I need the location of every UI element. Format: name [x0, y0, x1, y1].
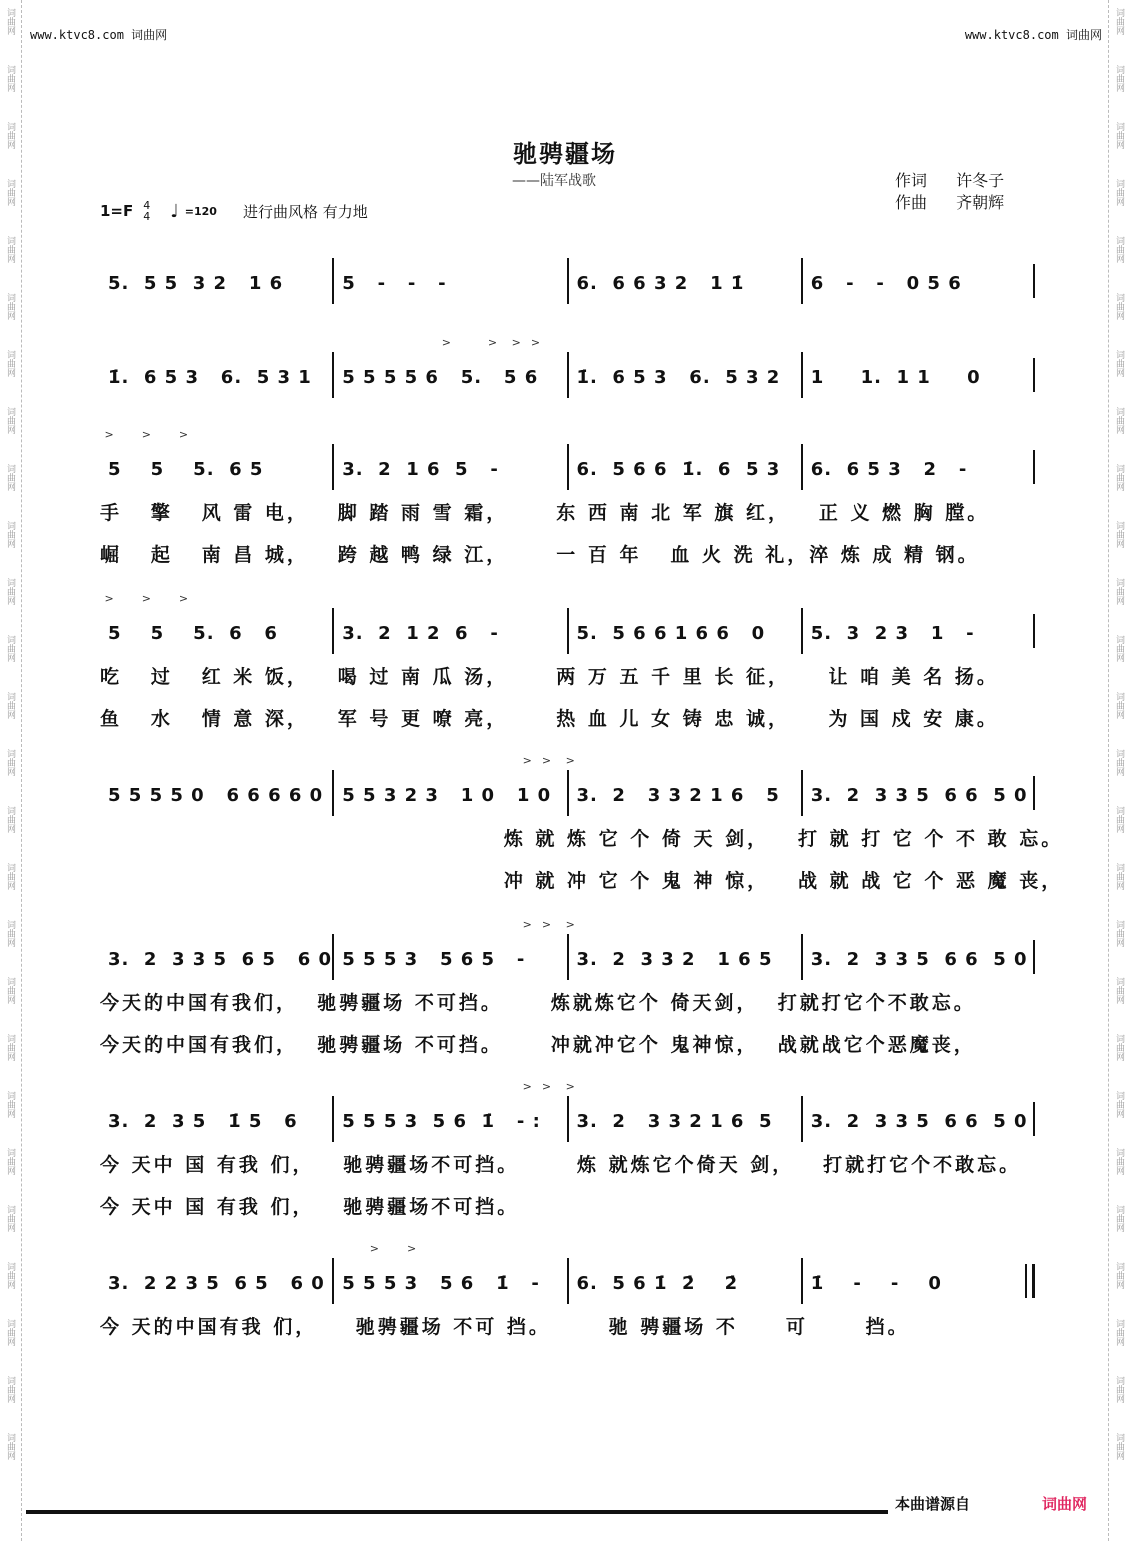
watermark-column: [1114, 0, 1126, 1460]
lyric-line: 炼 就 炼 它 个 倚 天 剑， 打 就 打 它 个 不 敢 忘。: [100, 827, 1064, 850]
watermark-group: 词曲网: [1114, 1376, 1124, 1403]
watermark-group: 词曲网: [1114, 464, 1124, 491]
watermark-group: 词曲网: [1114, 1433, 1124, 1460]
style-marking: 进行曲风格 有力地: [242, 202, 368, 221]
watermark-group: 词曲网: [5, 1034, 15, 1061]
watermark-group: 词曲网: [1114, 407, 1124, 434]
site-url[interactable]: www.ktvc8.com: [964, 28, 1059, 42]
credits: [895, 170, 1004, 214]
measure: 5. 5 5 3 2 1 6: [108, 273, 284, 294]
accent-marks: > > >: [100, 592, 190, 605]
watermark-group: 词曲网: [1114, 122, 1124, 149]
watermark-group: 词曲网: [1114, 521, 1124, 548]
watermark-group: 词曲网: [1114, 1148, 1124, 1175]
lyric-line: 今 天中 国 有我 们， 驰骋疆场不可挡。: [100, 1195, 520, 1218]
watermark-group: 词曲网: [1114, 977, 1124, 1004]
measure: 3. 2 3 3 5 6 6 5 0: [801, 770, 1035, 816]
watermark-group: 词曲网: [1114, 350, 1124, 377]
song-title: 驰骋疆场: [513, 140, 617, 168]
lyric-line: 今天的中国有我们， 驰骋疆场 不可挡。 炼就炼它个 倚天剑， 打就打它个不敢忘。: [100, 991, 976, 1014]
watermark-group: 词曲网: [1114, 920, 1124, 947]
lyric-line: 今 天中 国 有我 们， 驰骋疆场不可挡。 炼 就炼它个倚天 剑， 打就打它个不敢忘。: [100, 1153, 1022, 1176]
measure: 3. 2 3 3 5 6 5 6 0: [108, 949, 333, 970]
measure: 5 - - -: [332, 258, 566, 304]
watermark-group: 词曲网: [5, 806, 15, 833]
lyric-line: 崛 起 南 昌 城， 跨 越 鸭 绿 江， 一 百 年 血 火 洗 礼，淬 炼 成 精 钢。: [100, 543, 980, 566]
site-name: 词曲网: [131, 28, 168, 42]
measure: 1̇ - - 0: [801, 1258, 1035, 1304]
measure: 3. 2 3 3 5 6 6 5 0: [801, 1096, 1035, 1142]
watermark-group: 词曲网: [1114, 293, 1124, 320]
measure: 6. 6 5 3 2 -: [801, 444, 1035, 490]
score-system: [100, 754, 1064, 900]
score-system: [100, 1242, 1035, 1346]
watermark-group: 词曲网: [5, 350, 15, 377]
lyric-line: 鱼 水 情 意 深， 军 号 更 嘹 亮， 热 血 儿 女 铸 忠 诚， 为 国 戍 安 康。: [100, 707, 999, 730]
watermark-group: 词曲网: [5, 236, 15, 263]
right-watermark-strip: [1108, 0, 1130, 1541]
footer-divider: [26, 1510, 888, 1514]
score-system: [100, 918, 1035, 1064]
footer-source-label: 本曲谱源自: [895, 1495, 971, 1513]
watermark-group: 词曲网: [5, 407, 15, 434]
measure: 5 5 5. 6 5: [108, 459, 264, 480]
measure: 1̇. 6 5 3 6. 5 3 1: [108, 367, 312, 388]
time-bottom: 4: [143, 210, 151, 223]
quarter-note-icon: ♩: [170, 200, 179, 222]
score-system: [100, 336, 1035, 398]
measure: 5 5 5 3 5 6 1̇ - :: [332, 1096, 566, 1142]
watermark-group: 词曲网: [5, 863, 15, 890]
watermark-group: 词曲网: [1114, 8, 1124, 35]
watermark-group: 词曲网: [5, 293, 15, 320]
measure: 1 1. 1 1 0: [801, 352, 1035, 398]
watermark-group: 词曲网: [5, 578, 15, 605]
measure-row: [100, 352, 1035, 398]
watermark-group: 词曲网: [5, 65, 15, 92]
measure: 3. 2 3 3 2 1 6 5: [567, 934, 801, 980]
measure: 6 - - 0 5 6: [801, 258, 1035, 304]
watermark-group: 词曲网: [1114, 65, 1124, 92]
measure: 3. 2 3 3 2 1 6 5: [567, 1096, 801, 1142]
watermark-group: 词曲网: [1114, 578, 1124, 605]
site-name: 词曲网: [1065, 28, 1102, 42]
accent-marks: > > >: [100, 918, 576, 931]
watermark-group: 词曲网: [5, 749, 15, 776]
accent-marks: > > > >: [100, 336, 542, 349]
header-url-right[interactable]: [965, 26, 1102, 43]
watermark-group: 词曲网: [5, 1433, 15, 1460]
watermark-group: 词曲网: [1114, 749, 1124, 776]
watermark-group: 词曲网: [1114, 806, 1124, 833]
score-system: [100, 258, 1035, 304]
accent-marks: > > >: [100, 754, 576, 767]
watermark-group: 词曲网: [5, 635, 15, 662]
watermark-group: 词曲网: [5, 1319, 15, 1346]
footer-brand-link[interactable]: 词曲网: [1042, 1495, 1088, 1513]
watermark-group: 词曲网: [5, 521, 15, 548]
score-system: [100, 1080, 1035, 1226]
measure: 5. 5 6 6 1 6 6 0: [567, 608, 801, 654]
score-meta: [100, 200, 368, 222]
measure: 6. 5 6 1̇ 2̇ 2̇: [567, 1258, 801, 1304]
lyricist-role: 作词: [895, 171, 928, 190]
watermark-group: 词曲网: [5, 122, 15, 149]
measure: 3. 2 3 3 5 6 6 5 0: [801, 934, 1035, 980]
watermark-group: 词曲网: [5, 1205, 15, 1232]
measure: 5. 3 2 3 1 -: [801, 608, 1035, 654]
score-system: [100, 428, 1035, 574]
score-system: [100, 592, 1035, 738]
watermark-group: 词曲网: [5, 1376, 15, 1403]
lyric-line: 吃 过 红 米 饭， 喝 过 南 瓜 汤， 两 万 五 千 里 长 征， 让 咱 美 名 扬。: [100, 665, 999, 688]
measure: 5 5 5 5 0 6 6 6 6 0: [108, 785, 324, 806]
measure: 5 5 5 5 6 5. 5 6: [332, 352, 566, 398]
composer-row: [895, 192, 1004, 214]
measure: 3. 2 1 6 5 -: [332, 444, 566, 490]
song-subtitle: ——陆军战歌: [512, 173, 596, 189]
time-top: 4: [143, 199, 151, 212]
watermark-group: 词曲网: [1114, 1319, 1124, 1346]
watermark-group: 词曲网: [5, 464, 15, 491]
measure: 6. 5 6 6 1̇. 6 5 3: [567, 444, 801, 490]
watermark-group: 词曲网: [5, 1148, 15, 1175]
watermark-group: 词曲网: [1114, 1205, 1124, 1232]
lyric-line: 冲 就 冲 它 个 鬼 神 惊， 战 就 战 它 个 恶 魔 丧，: [100, 869, 1064, 892]
watermark-group: 词曲网: [1114, 1034, 1124, 1061]
time-signature: [143, 200, 150, 222]
watermark-group: 词曲网: [1114, 179, 1124, 206]
measure: 3. 2 1 2 6 -: [332, 608, 566, 654]
lyricist-name: 许冬子: [956, 171, 1005, 190]
measure: 5 5 5 3 5 6 5 -: [332, 934, 566, 980]
measure-row: [100, 770, 1035, 816]
composer-name: 齐朝辉: [956, 193, 1005, 212]
accent-marks: > >: [100, 1242, 418, 1255]
watermark-group: 词曲网: [1114, 1091, 1124, 1118]
watermark-column: [5, 0, 17, 1460]
measure-row: [100, 1096, 1035, 1142]
tempo-value: =120: [184, 204, 217, 218]
watermark-group: 词曲网: [5, 977, 15, 1004]
measure: 1̇. 6 5 3 6. 5 3 2: [567, 352, 801, 398]
measure: 3. 2 3 3 2 1 6 5: [567, 770, 801, 816]
accent-marks: > > >: [100, 428, 190, 441]
watermark-group: 词曲网: [5, 920, 15, 947]
composer-role: 作曲: [895, 193, 928, 212]
measure: 6. 6 6 3 2 1 1̇: [567, 258, 801, 304]
lyric-line: 今 天的中国有我 们， 驰骋疆场 不可 挡。 驰 骋疆场 不 可 挡。: [100, 1315, 910, 1338]
watermark-group: 词曲网: [5, 8, 15, 35]
watermark-group: 词曲网: [5, 1091, 15, 1118]
watermark-group: 词曲网: [5, 179, 15, 206]
watermark-group: 词曲网: [5, 1262, 15, 1289]
lyric-line: 手 擎 风 雷 电， 脚 踏 雨 雪 霜， 东 西 南 北 军 旗 红， 正 义 燃 胸 膛。: [100, 501, 990, 524]
header-url-left[interactable]: [30, 26, 167, 43]
accent-marks: > > >: [100, 1080, 576, 1093]
measure: 5 5 5 3 5 6 1̇ -: [332, 1258, 566, 1304]
measure-row: [100, 444, 1035, 490]
left-watermark-strip: [0, 0, 22, 1541]
watermark-group: 词曲网: [1114, 863, 1124, 890]
watermark-group: 词曲网: [1114, 635, 1124, 662]
measure-row: [100, 934, 1035, 980]
key-signature: 1=F: [100, 202, 134, 220]
watermark-group: 词曲网: [1114, 692, 1124, 719]
measure-row: [100, 608, 1035, 654]
measure-row: [100, 1258, 1035, 1304]
measure-row: [100, 258, 1035, 304]
watermark-group: 词曲网: [5, 692, 15, 719]
measure: 5 5 5. 6 6: [108, 623, 278, 644]
measure: 3. 2 3 5 1̇ 5 6: [108, 1111, 298, 1132]
measure: 5 5 3 2 3 1 0 1 0: [332, 770, 566, 816]
measure: 3. 2 2 3 5 6 5 6 0: [108, 1273, 325, 1294]
site-url[interactable]: www.ktvc8.com: [30, 28, 124, 42]
lyricist-row: [895, 170, 1004, 192]
watermark-group: 词曲网: [1114, 1262, 1124, 1289]
watermark-group: 词曲网: [1114, 236, 1124, 263]
lyric-line: 今天的中国有我们， 驰骋疆场 不可挡。 冲就冲它个 鬼神惊， 战就战它个恶魔丧，: [100, 1033, 976, 1056]
